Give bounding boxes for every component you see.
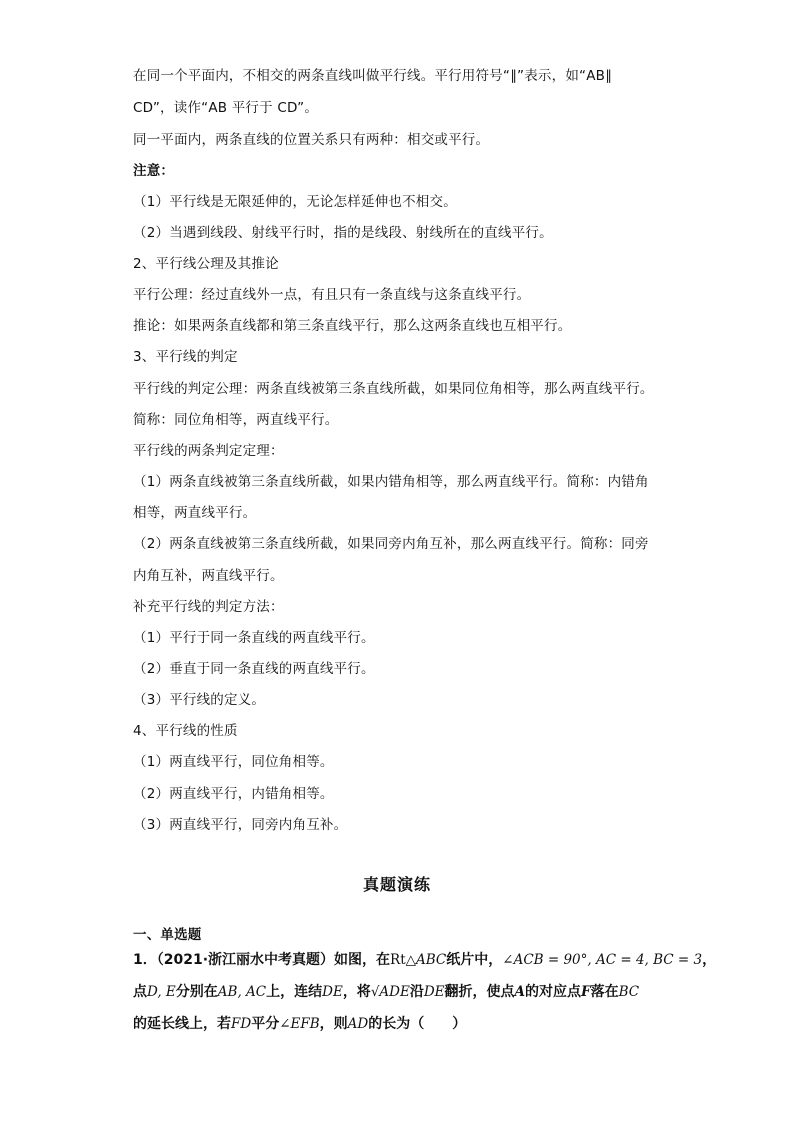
question-text: 的延长线上，若: [133, 1016, 231, 1032]
question-text: 1．（2021·浙江丽水中考真题）如图，在: [133, 952, 391, 968]
text-line-14: （1）两条直线被第三条直线所截，如果内错角相等，那么两直线平行。简称：内错角: [133, 474, 649, 490]
text-line-11: 平行线的判定公理：两条直线被第三条直线所截，如果同位角相等，那么两直线平行。: [133, 381, 654, 397]
section-title: 真题演练: [362, 875, 431, 894]
text-line-5: （1）平行线是无限延伸的，无论怎样延伸也不相交。: [133, 194, 457, 210]
text-line-12: 简称：同位角相等，两直线平行。: [133, 412, 339, 428]
text-line-1: 在同一个平面内，不相交的两条直线叫做平行线。平行用符号“∥”表示，如“AB∥: [133, 68, 613, 84]
math-rt: Rt△: [390, 952, 417, 968]
math-ade: √ADE: [370, 984, 410, 1000]
text-line-13: 平行线的两条判定定理：: [133, 443, 284, 459]
text-line-23: （1）两直线平行，同位角相等。: [133, 754, 334, 770]
text-line-18: 补充平行线的判定方法：: [133, 599, 284, 615]
math-a: A: [514, 984, 526, 1000]
text-line-8: 平行公理：经过直线外一点，有且只有一条直线与这条直线平行。: [133, 287, 531, 303]
text-line-15: 相等，两直线平行。: [133, 505, 257, 521]
question-line-1: [133, 949, 716, 971]
math-ad: AD: [347, 1016, 369, 1032]
text-line-2: CD”，读作“AB 平行于 CD”。: [133, 100, 319, 116]
text-line-25: （3）两直线平行，同旁内角互补。: [133, 817, 348, 833]
question-line-2: [133, 981, 639, 1003]
question-text: 平分: [251, 1016, 280, 1032]
math-de: DE: [322, 984, 343, 1000]
math-angle-acb: ∠ACB = 90°, AC = 4, BC = 3: [502, 952, 703, 968]
question-text: 点: [133, 984, 147, 1000]
math-abc: ABC: [416, 952, 447, 968]
question-text: 分别在: [175, 984, 218, 1000]
math-f: F: [581, 984, 591, 1000]
math-abac: AB, AC: [217, 984, 267, 1000]
question-type-heading: 一、单选题: [133, 927, 202, 943]
question-text: 上，连结: [266, 984, 323, 1000]
question-text: 的对应点: [525, 984, 582, 1000]
math-fd: FD: [231, 1016, 252, 1032]
text-line-3: 同一平面内，两条直线的位置关系只有两种：相交或平行。: [133, 132, 490, 148]
math-efb: ∠EFB: [279, 1016, 320, 1032]
text-line-19: （1）平行于同一条直线的两直线平行。: [133, 630, 375, 646]
subheading-2: 2、平行线公理及其推论: [133, 256, 279, 272]
math-de: DE: [423, 984, 445, 1000]
question-text: 的长为（ ）: [368, 1016, 467, 1032]
question-text: 沿: [409, 984, 424, 1000]
text-line-21: （3）平行线的定义。: [133, 692, 266, 708]
question-line-3: [133, 1013, 466, 1035]
text-line-9: 推论：如果两条直线都和第三条直线平行，那么这两条直线也互相平行。: [133, 318, 572, 334]
text-line-6: （2）当遇到线段、射线平行时，指的是线段、射线所在的直线平行。: [133, 225, 553, 241]
question-text: 落在: [590, 984, 619, 1000]
text-line-20: （2）垂直于同一条直线的两直线平行。: [133, 661, 375, 677]
note-heading: 注意：: [133, 163, 175, 179]
question-text: 纸片中，: [446, 952, 503, 968]
question-text: ，将: [342, 984, 371, 1000]
text-line-17: 内角互补，两直线平行。: [133, 568, 284, 584]
question-text: ，: [702, 952, 717, 968]
subheading-4: 4、平行线的性质: [133, 723, 238, 739]
math-bc: BC: [618, 984, 640, 1000]
math-de: D, E: [147, 984, 176, 1000]
question-text: ，则: [319, 1016, 348, 1032]
subheading-3: 3、平行线的判定: [133, 349, 238, 365]
text-line-16: （2）两条直线被第三条直线所截，如果同旁内角互补，那么两直线平行。简称：同旁: [133, 536, 649, 552]
text-line-24: （2）两直线平行，内错角相等。: [133, 786, 334, 802]
question-text: 翻折，使点: [444, 984, 515, 1000]
